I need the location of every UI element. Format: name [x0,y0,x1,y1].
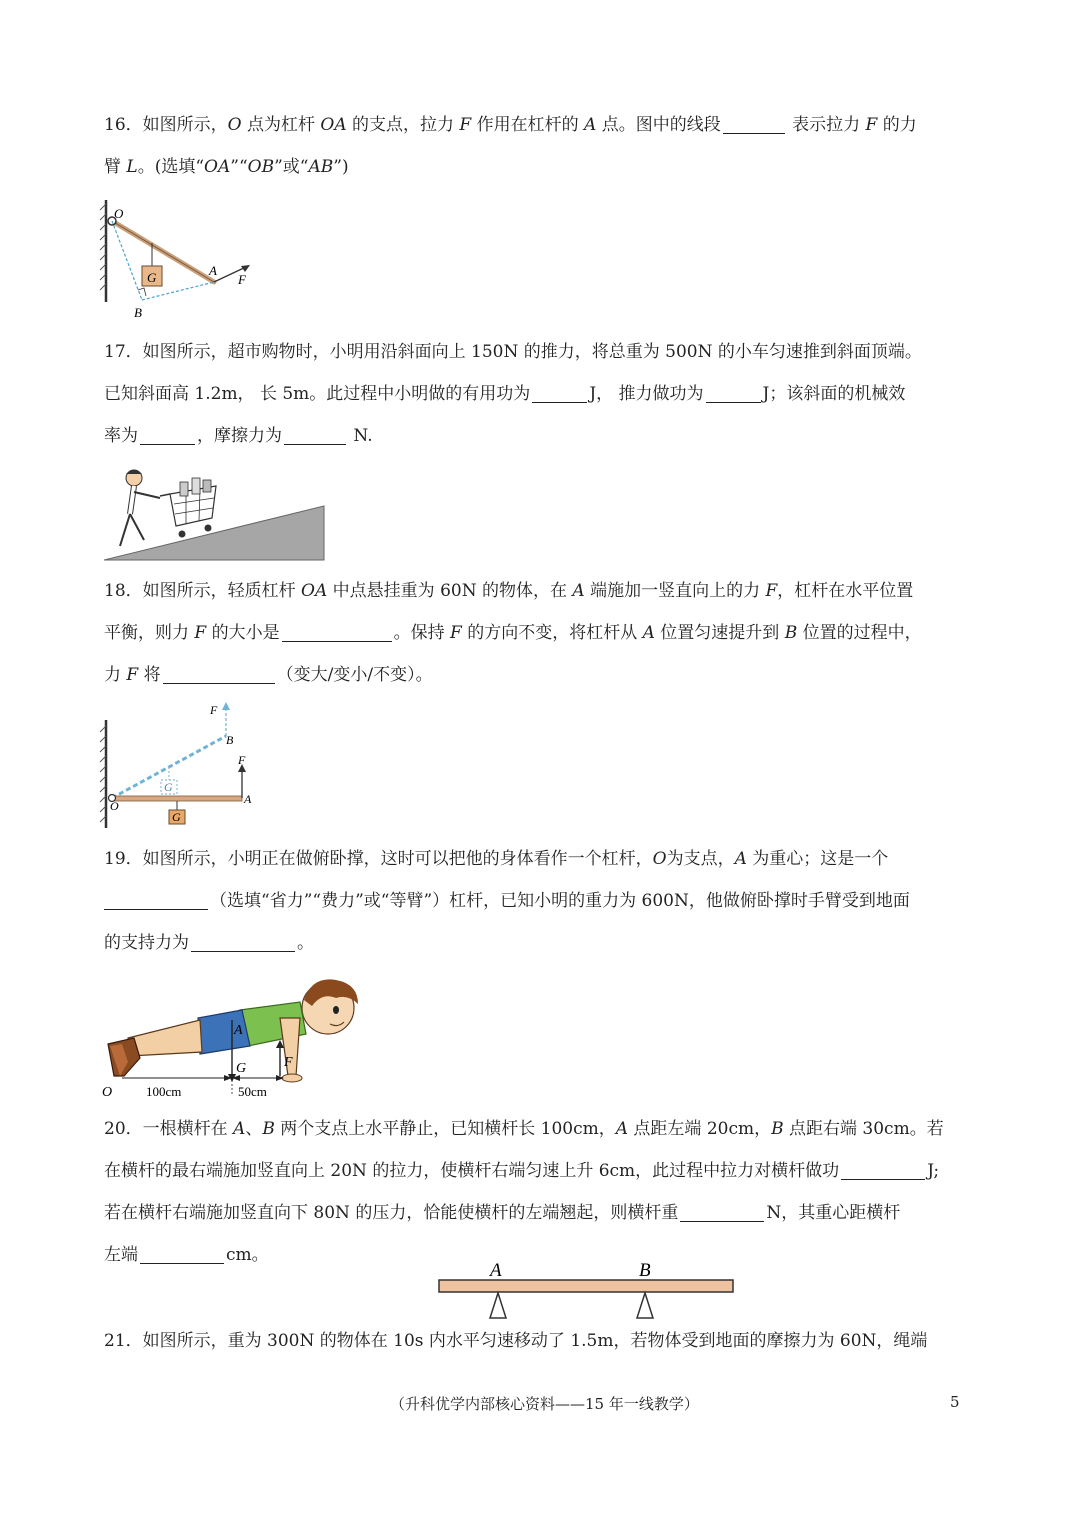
answer-blank-17a[interactable] [532,380,587,403]
question-19 [104,838,984,964]
answer-blank-20b[interactable] [680,1199,764,1222]
lever-figure-16 [98,196,258,324]
boy-figure [120,470,160,546]
pushup-figure [100,972,364,1102]
question-18-line-1: 18．如图所示，轻质杠杆 OA 中点悬挂重为 60N 的物体，在 A 端施加一竖直向上的力 F，杠杆在水平位置 [104,581,914,601]
question-17-line-3: 率为 ，摩擦力为 N. [104,415,984,457]
incline-cart-figure [104,464,328,564]
question-16 [104,104,984,188]
label-G-dashed: G [164,780,173,794]
answer-blank-18b[interactable] [163,661,275,684]
beam-figure-20 [436,1256,738,1322]
label-F: F [284,1055,293,1070]
answer-blank-16[interactable] [723,111,785,134]
label-O: O [110,799,119,813]
answer-blank-20a[interactable] [841,1157,925,1180]
shopping-cart-figure [160,478,216,538]
lever-figure-18 [98,700,258,832]
label-A: A [244,792,252,806]
answer-blank-19b[interactable] [191,929,295,952]
question-20-line-2: 在横杆的最右端施加竖直向上 20N 的拉力，使横杆右端匀速上升 6cm，此过程中拉力对横杆做功 J; [104,1150,984,1192]
label-A: A [234,1023,243,1038]
dimension-100cm: 100cm [146,1084,182,1099]
label-F: F [238,272,246,287]
question-20-line-4: 左端 cm。 [104,1234,984,1276]
question-21-line-1: 21．如图所示，重为 300N 的物体在 10s 内水平匀速移动了 1.5m，若物体受到地面的摩擦力为 60N，绳端 [104,1331,928,1351]
question-19-line-3: 的支持力为 。 [104,922,984,964]
answer-blank-19a[interactable] [104,887,208,910]
answer-blank-20c[interactable] [140,1241,224,1264]
label-B: B [226,733,234,747]
question-18-line-2: 平衡，则力 F 的大小是 。保持 F 的方向不变，将杠杆从 A 位置匀速提升到 B 位置的过程中， [104,612,984,654]
question-17-line-1: 17．如图所示，超市购物时，小明用沿斜面向上 150N 的推力，将总重为 500N 的小车匀速推到斜面顶端。 [104,342,922,362]
question-19-line-2: （选填“省力”“费力”或“等臂”）杠杆，已知小明的重力为 600N，他做俯卧撑时手臂受到地面 [104,880,984,922]
answer-blank-17b[interactable] [706,380,761,403]
label-A: A [490,1260,502,1281]
footer-text: （升科优学内部核心资料——15 年一线教学） [390,1395,699,1413]
dimension-50cm: 50cm [238,1084,267,1099]
label-B: B [639,1260,651,1281]
answer-blank-17c[interactable] [140,422,195,445]
question-16-line-1: 16．如图所示，O 点为杠杆 OA 的支点，拉力 F 作用在杠杆的 A 点。图中的线段 表示拉力 F 的力 [104,104,984,146]
label-F: F [238,753,246,767]
boy-pushup [108,979,358,1082]
label-O: O [102,1085,113,1100]
label-G: G [147,270,157,285]
question-19-line-1: 19．如图所示，小明正在做俯卧撑，这时可以把他的身体看作一个杠杆，O为支点，A 为重心；这是一个 [104,849,889,869]
question-18 [104,570,984,696]
question-21 [104,1320,984,1362]
label-A: A [209,263,217,278]
question-20 [104,1108,984,1276]
question-17-line-2: 已知斜面高 1.2m， 长 5m。此过程中小明做的有用功为 J， 推力做功为 J；该斜面的机械效 [104,373,984,415]
question-17 [104,331,984,457]
label-G: G [172,810,181,824]
question-20-line-3: 若在横杆右端施加竖直向下 80N 的压力，恰能使横杆的左端翘起，则横杆重 N，其重心距横杆 [104,1192,984,1234]
label-G: G [236,1061,247,1076]
label-F-dashed: F [210,703,218,717]
label-B: B [134,305,142,320]
question-20-line-1: 20．一根横杆在 A、B 两个支点上水平静止，已知横杆长 100cm，A 点距左端 20cm，B 点距右端 30cm。若 [104,1119,944,1139]
page-number: 5 [950,1393,960,1411]
question-16-line-2: 臂 L。(选填“OA”“OB”或“AB”) [104,157,349,177]
answer-blank-18a[interactable] [282,619,392,642]
answer-blank-17d[interactable] [284,422,346,445]
label-O: O [114,206,124,221]
question-18-line-3: 力 F 将 （变大/变小/不变）。 [104,654,984,696]
